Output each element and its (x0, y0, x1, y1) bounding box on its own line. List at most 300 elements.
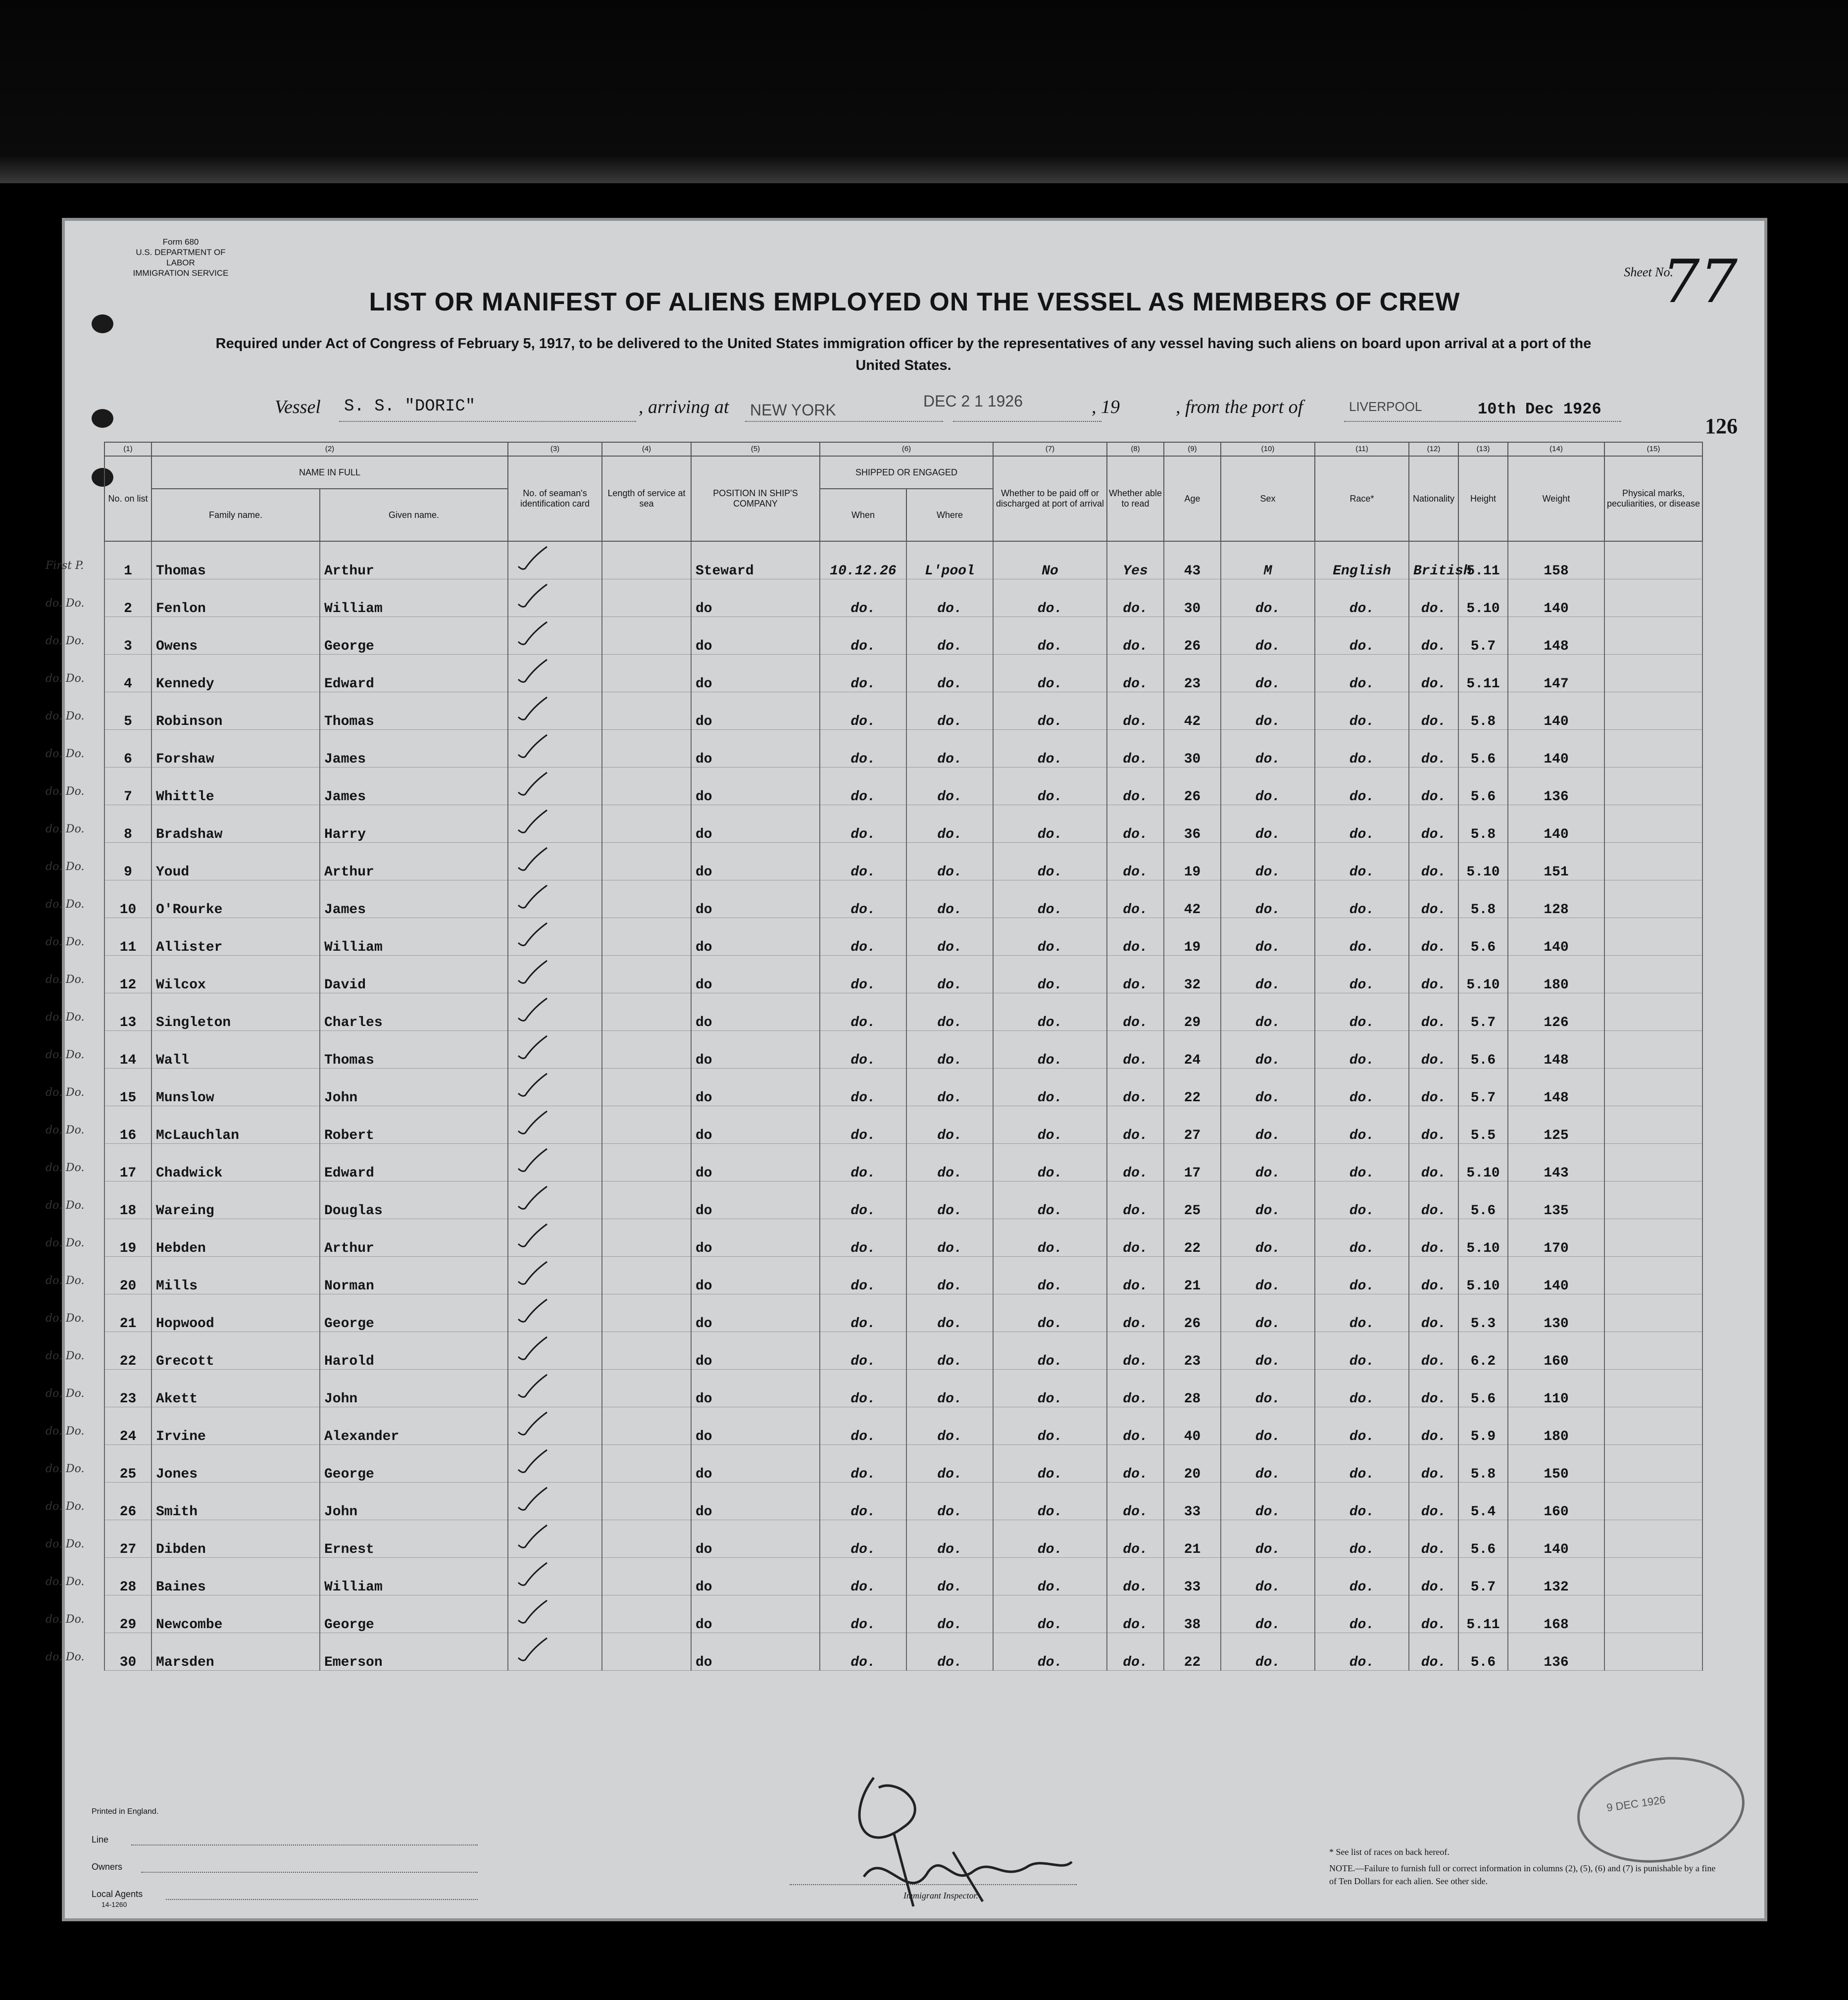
race: do. (1315, 1332, 1409, 1370)
given-name: Thomas (320, 1031, 508, 1069)
position: do (691, 1332, 820, 1370)
table-row (104, 1219, 1702, 1257)
nationality: British (1409, 541, 1458, 579)
row-number-value: 15 (119, 1090, 137, 1106)
length-service-cell (602, 1031, 691, 1069)
able-to-read: do. (1107, 805, 1164, 843)
physical-marks-cell (1604, 993, 1702, 1031)
margin-note: do. Do. (46, 936, 85, 948)
given-name: Arthur (320, 541, 508, 579)
weight: 151 (1508, 843, 1604, 880)
col-num: (8) (1107, 442, 1164, 456)
family-name: Forshaw (151, 730, 320, 768)
row-number (46, 1370, 151, 1407)
shipped-when: do. (820, 1144, 906, 1181)
given-name: Alexander (320, 1407, 508, 1445)
sex: do. (1221, 1407, 1315, 1445)
row-number-value: 11 (119, 940, 137, 955)
table-row (104, 1106, 1702, 1144)
row-number (46, 1558, 151, 1595)
header-length-service: Length of service at sea (602, 456, 691, 541)
height: 5.3 (1458, 1294, 1508, 1332)
race: do. (1315, 655, 1409, 692)
sex: do. (1221, 1144, 1315, 1181)
height: 5.6 (1458, 730, 1508, 768)
able-to-read: do. (1107, 655, 1164, 692)
weight: 126 (1508, 993, 1604, 1031)
nationality: do. (1409, 880, 1458, 918)
weight: 140 (1508, 918, 1604, 956)
sex: do. (1221, 692, 1315, 730)
given-name: George (320, 617, 508, 655)
given-name: James (320, 730, 508, 768)
paid-off: do. (993, 1407, 1107, 1445)
length-service-cell (602, 956, 691, 993)
able-to-read: do. (1107, 1633, 1164, 1671)
shipped-where: do. (906, 1558, 993, 1595)
race: do. (1315, 1181, 1409, 1219)
col-num: (2) (151, 442, 508, 456)
row-number-value: 10 (119, 902, 137, 918)
weight: 143 (1508, 1144, 1604, 1181)
position: do (691, 918, 820, 956)
length-service-cell (602, 1144, 691, 1181)
shipped-when: do. (820, 655, 906, 692)
table-row (104, 655, 1702, 692)
shipped-when: do. (820, 1407, 906, 1445)
header-name-in-full: NAME IN FULL (151, 456, 508, 489)
check-mark-icon (518, 1186, 548, 1211)
family-name: Smith (151, 1483, 320, 1520)
shipped-when: do. (820, 1257, 906, 1294)
check-mark-icon (518, 1111, 548, 1136)
row-number (46, 655, 151, 692)
shipped-when: do. (820, 1558, 906, 1595)
col-num: (13) (1458, 442, 1508, 456)
given-name: George (320, 1445, 508, 1483)
length-service-cell (602, 880, 691, 918)
header-paid-off: Whether to be paid off or discharged at port of arrival (993, 456, 1107, 541)
given-name: David (320, 956, 508, 993)
paid-off: do. (993, 1181, 1107, 1219)
height: 5.10 (1458, 843, 1508, 880)
vessel-name: S. S. "DORIC" (344, 397, 476, 416)
height: 5.5 (1458, 1106, 1508, 1144)
family-name: Allister (151, 918, 320, 956)
age: 26 (1164, 1294, 1221, 1332)
height: 5.7 (1458, 993, 1508, 1031)
able-to-read: do. (1107, 1219, 1164, 1257)
page-number: 126 (1705, 414, 1738, 438)
family-name: Fenlon (151, 579, 320, 617)
check-mark-icon (518, 735, 548, 760)
margin-note: do. Do. (46, 1576, 85, 1588)
header-position: POSITION IN SHIP'S COMPANY (691, 456, 820, 541)
check-mark-icon (518, 1299, 548, 1324)
position: do (691, 768, 820, 805)
col-num: (15) (1604, 442, 1702, 456)
year-label: , 19 (1092, 397, 1120, 417)
family-name: Robinson (151, 692, 320, 730)
length-service-cell (602, 993, 691, 1031)
row-number (46, 843, 151, 880)
height: 5.10 (1458, 1144, 1508, 1181)
paid-off: do. (993, 1294, 1107, 1332)
age: 21 (1164, 1257, 1221, 1294)
sex: do. (1221, 579, 1315, 617)
physical-marks-cell (1604, 843, 1702, 880)
shipped-where: L'pool (906, 541, 993, 579)
given-name: Edward (320, 655, 508, 692)
shipped-where: do. (906, 1069, 993, 1106)
position: do (691, 730, 820, 768)
family-name: Singleton (151, 993, 320, 1031)
given-name: John (320, 1370, 508, 1407)
seaman-card-cell (508, 1069, 602, 1106)
race: do. (1315, 1031, 1409, 1069)
col-num: (10) (1221, 442, 1315, 456)
weight: 148 (1508, 617, 1604, 655)
weight: 140 (1508, 692, 1604, 730)
family-name: Bradshaw (151, 805, 320, 843)
shipped-where: do. (906, 617, 993, 655)
seaman-card-cell (508, 1558, 602, 1595)
seaman-card-cell (508, 692, 602, 730)
row-number-value: 4 (124, 676, 132, 692)
paid-off: do. (993, 1445, 1107, 1483)
position: do (691, 1407, 820, 1445)
receipt-stamp (1570, 1746, 1751, 1873)
height: 5.6 (1458, 1181, 1508, 1219)
row-number (46, 805, 151, 843)
row-number (46, 1445, 151, 1483)
sheet-label: Sheet No. (1624, 265, 1673, 279)
physical-marks-cell (1604, 617, 1702, 655)
position: do (691, 1370, 820, 1407)
row-number-value: 8 (124, 827, 132, 842)
family-name: Munslow (151, 1069, 320, 1106)
row-number-value: 12 (119, 977, 137, 993)
weight: 140 (1508, 579, 1604, 617)
length-service-cell (602, 918, 691, 956)
given-name: Norman (320, 1257, 508, 1294)
header-sex: Sex (1221, 456, 1315, 541)
shipped-when: do. (820, 1219, 906, 1257)
weight: 160 (1508, 1332, 1604, 1370)
able-to-read: do. (1107, 1595, 1164, 1633)
sex: do. (1221, 1219, 1315, 1257)
nationality: do. (1409, 1219, 1458, 1257)
shipped-when: do. (820, 730, 906, 768)
margin-note: do. Do. (46, 672, 85, 685)
height: 5.7 (1458, 1069, 1508, 1106)
age: 40 (1164, 1407, 1221, 1445)
length-service-cell (602, 692, 691, 730)
header-given-name: Given name. (320, 489, 508, 541)
age: 22 (1164, 1633, 1221, 1671)
sex: do. (1221, 1106, 1315, 1144)
physical-marks-cell (1604, 1144, 1702, 1181)
margin-note: do. Do. (46, 1463, 85, 1475)
margin-note: do. Do. (46, 1500, 85, 1513)
paid-off: No (993, 541, 1107, 579)
shipped-when: do. (820, 1483, 906, 1520)
margin-note: do. Do. (46, 1199, 85, 1212)
position: do (691, 1633, 820, 1671)
age: 22 (1164, 1069, 1221, 1106)
sheet-number: 77 (1662, 248, 1738, 316)
weight: 140 (1508, 1520, 1604, 1558)
age: 43 (1164, 541, 1221, 579)
arriving-port: NEW YORK (750, 401, 836, 419)
shipped-when: do. (820, 1294, 906, 1332)
length-service-cell (602, 843, 691, 880)
position: do (691, 1181, 820, 1219)
crew-rows (46, 541, 1702, 1671)
age: 19 (1164, 843, 1221, 880)
paid-off: do. (993, 1558, 1107, 1595)
sex: do. (1221, 1445, 1315, 1483)
length-service-cell (602, 730, 691, 768)
nationality: do. (1409, 1595, 1458, 1633)
race: do. (1315, 918, 1409, 956)
seaman-card-cell (508, 768, 602, 805)
arriving-label: , arriving at (639, 397, 729, 417)
table-row (104, 1595, 1702, 1633)
given-name: George (320, 1294, 508, 1332)
race: do. (1315, 617, 1409, 655)
family-name: O'Rourke (151, 880, 320, 918)
paid-off: do. (993, 1595, 1107, 1633)
col-num: (9) (1164, 442, 1221, 456)
paid-off: do. (993, 993, 1107, 1031)
length-service-cell (602, 1520, 691, 1558)
given-name: John (320, 1069, 508, 1106)
position: do (691, 956, 820, 993)
length-service-cell (602, 617, 691, 655)
row-number-value: 3 (124, 639, 132, 654)
able-to-read: do. (1107, 617, 1164, 655)
nationality: do. (1409, 1445, 1458, 1483)
length-service-cell (602, 1633, 691, 1671)
nationality: do. (1409, 1294, 1458, 1332)
check-mark-icon (518, 998, 548, 1023)
table-row (104, 1144, 1702, 1181)
able-to-read: do. (1107, 1520, 1164, 1558)
paid-off: do. (993, 918, 1107, 956)
margin-note: do. Do. (46, 1538, 85, 1550)
physical-marks-cell (1604, 1520, 1702, 1558)
position: do (691, 1031, 820, 1069)
shipped-where: do. (906, 805, 993, 843)
paid-off: do. (993, 655, 1107, 692)
nationality: do. (1409, 617, 1458, 655)
family-name: Irvine (151, 1407, 320, 1445)
physical-marks-cell (1604, 541, 1702, 579)
length-service-cell (602, 1106, 691, 1144)
check-mark-icon (518, 1337, 548, 1362)
row-number (46, 993, 151, 1031)
shipped-where: do. (906, 1370, 993, 1407)
position: do (691, 655, 820, 692)
paid-off: do. (993, 1332, 1107, 1370)
given-name: Thomas (320, 692, 508, 730)
header-able-read: Whether able to read (1107, 456, 1164, 541)
shipped-when: do. (820, 805, 906, 843)
family-name: Dibden (151, 1520, 320, 1558)
length-service-cell (602, 541, 691, 579)
length-service-cell (602, 1558, 691, 1595)
shipped-where: do. (906, 692, 993, 730)
able-to-read: do. (1107, 993, 1164, 1031)
position: Steward (691, 541, 820, 579)
shipped-when: do. (820, 1069, 906, 1106)
race: do. (1315, 1483, 1409, 1520)
row-number (46, 1520, 151, 1558)
shipped-where: do. (906, 1294, 993, 1332)
physical-marks-cell (1604, 1106, 1702, 1144)
length-service-cell (602, 768, 691, 805)
family-name: Jones (151, 1445, 320, 1483)
header-when: When (820, 489, 906, 541)
shipped-where: do. (906, 1633, 993, 1671)
paid-off: do. (993, 880, 1107, 918)
physical-marks-cell (1604, 1294, 1702, 1332)
height: 5.6 (1458, 1370, 1508, 1407)
seaman-card-cell (508, 655, 602, 692)
shipped-when: do. (820, 1031, 906, 1069)
seaman-card-cell (508, 579, 602, 617)
able-to-read: do. (1107, 579, 1164, 617)
sex: do. (1221, 1483, 1315, 1520)
seaman-card-cell (508, 805, 602, 843)
margin-note: do. Do. (46, 1162, 85, 1174)
shipped-where: do. (906, 843, 993, 880)
row-number-value: 18 (119, 1203, 137, 1219)
row-number (46, 541, 151, 579)
table-row (104, 768, 1702, 805)
given-name: Arthur (320, 843, 508, 880)
length-service-cell (602, 1219, 691, 1257)
check-mark-icon (518, 1450, 548, 1475)
race: do. (1315, 1633, 1409, 1671)
weight: 135 (1508, 1181, 1604, 1219)
sex: do. (1221, 956, 1315, 993)
paid-off: do. (993, 1483, 1107, 1520)
col-num: (5) (691, 442, 820, 456)
given-name: James (320, 768, 508, 805)
height: 5.10 (1458, 1257, 1508, 1294)
race: do. (1315, 1257, 1409, 1294)
position: do (691, 1257, 820, 1294)
family-name: Marsden (151, 1633, 320, 1671)
family-name: Hebden (151, 1219, 320, 1257)
margin-note: do. Do. (46, 1651, 85, 1663)
margin-note: do. Do. (46, 1275, 85, 1287)
row-number-value: 9 (124, 865, 132, 880)
physical-marks-cell (1604, 918, 1702, 956)
nationality: do. (1409, 692, 1458, 730)
shipped-where: do. (906, 579, 993, 617)
nationality: do. (1409, 805, 1458, 843)
seaman-card-cell (508, 1181, 602, 1219)
family-name: Thomas (151, 541, 320, 579)
shipped-where: do. (906, 1595, 993, 1633)
physical-marks-cell (1604, 1483, 1702, 1520)
shipped-when: do. (820, 1633, 906, 1671)
row-number-value: 24 (119, 1429, 137, 1444)
seaman-card-cell (508, 617, 602, 655)
header-weight: Weight (1508, 456, 1604, 541)
given-name: John (320, 1483, 508, 1520)
row-number (46, 1069, 151, 1106)
shipped-when: do. (820, 843, 906, 880)
row-number (46, 768, 151, 805)
sex: do. (1221, 805, 1315, 843)
row-number-value: 5 (124, 714, 132, 729)
check-mark-icon (518, 697, 548, 722)
sex: do. (1221, 768, 1315, 805)
physical-marks-cell (1604, 655, 1702, 692)
physical-marks-cell (1604, 1069, 1702, 1106)
length-service-cell (602, 1407, 691, 1445)
given-name: Robert (320, 1106, 508, 1144)
margin-note: do. Do. (46, 1086, 85, 1099)
age: 26 (1164, 768, 1221, 805)
race: do. (1315, 1595, 1409, 1633)
physical-marks-cell (1604, 956, 1702, 993)
race: do. (1315, 1219, 1409, 1257)
age: 17 (1164, 1144, 1221, 1181)
shipped-where: do. (906, 918, 993, 956)
sex: do. (1221, 918, 1315, 956)
seaman-card-cell (508, 1595, 602, 1633)
physical-marks-cell (1604, 1031, 1702, 1069)
sex: do. (1221, 880, 1315, 918)
agents-code: 14-1260 (101, 1900, 127, 1908)
age: 27 (1164, 1106, 1221, 1144)
height: 5.6 (1458, 918, 1508, 956)
col-num: (3) (508, 442, 602, 456)
weight: 128 (1508, 880, 1604, 918)
able-to-read: do. (1107, 1031, 1164, 1069)
col-num: (14) (1508, 442, 1604, 456)
nationality: do. (1409, 768, 1458, 805)
shipped-where: do. (906, 1332, 993, 1370)
sex: do. (1221, 1069, 1315, 1106)
position: do (691, 1069, 820, 1106)
row-number-value: 25 (119, 1467, 137, 1482)
weight: 148 (1508, 1031, 1604, 1069)
row-number-value: 20 (119, 1279, 137, 1294)
weight: 158 (1508, 541, 1604, 579)
row-number (46, 1483, 151, 1520)
line-label: Line (92, 1835, 109, 1845)
col-num: (6) (820, 442, 993, 456)
seaman-card-cell (508, 1219, 602, 1257)
weight: 180 (1508, 1407, 1604, 1445)
margin-note: do. Do. (46, 1387, 85, 1400)
margin-note: do. Do. (46, 823, 85, 835)
height: 6.2 (1458, 1332, 1508, 1370)
sex: do. (1221, 655, 1315, 692)
row-number-value: 21 (119, 1316, 137, 1332)
check-mark-icon (518, 1600, 548, 1625)
race: do. (1315, 1558, 1409, 1595)
age: 28 (1164, 1370, 1221, 1407)
physical-marks-cell (1604, 1219, 1702, 1257)
height: 5.6 (1458, 1031, 1508, 1069)
